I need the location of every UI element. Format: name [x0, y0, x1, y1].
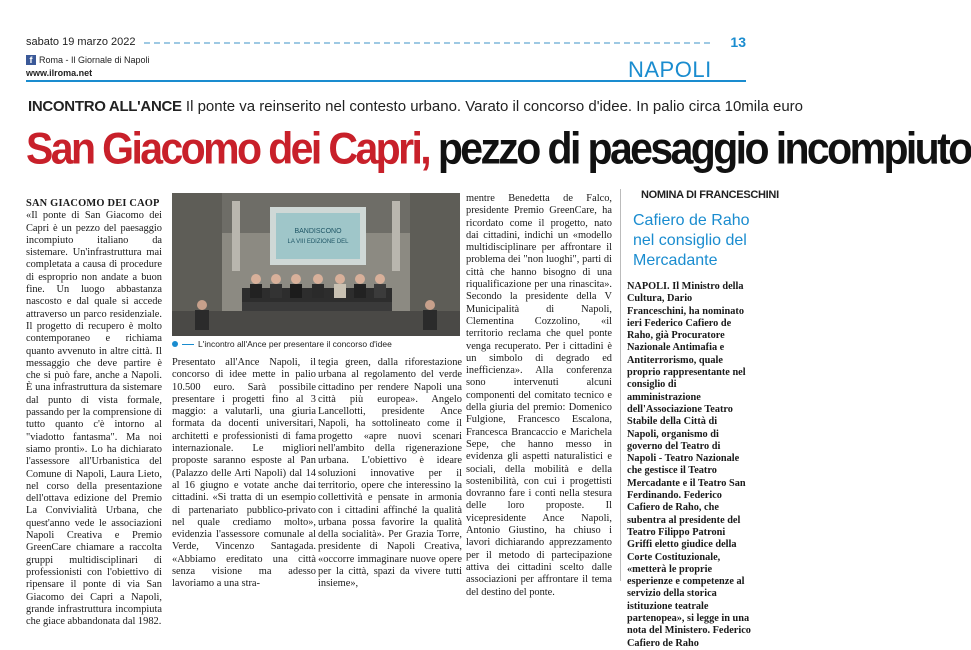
- sidebar-article: [627, 189, 779, 649]
- sidebar-divider: [620, 189, 621, 581]
- kicker-lead: INCONTRO ALL'ANCE: [28, 98, 182, 115]
- page-header-bar: [26, 36, 746, 50]
- issue-date: sabato 19 marzo 2022: [26, 36, 136, 48]
- article-column-4: mentre Benedetta de Falco, presidente Premio GreenCare, ha ricordato come il progetto, nato dai cittadini, indichi un «modello multidisciplinare per affrontare il problema dei "non luoghi", parti di città che hanno bisogno di una riqualificazione per una rinascita». Secondo la presidente della V Municipalità di Napoli, Clementina Cozzolino, «il territorio reclama che quel ponte venga recuperato. Per i cittadini è un simbolo di degrado ed inefficienza». Alla conferenza sono intervenuti alcuni componenti del comitato tecnico e della giuria del premio: Domenico Fulgione, Francesco Escalona, Francesca Brancaccio e Marichela Sepe, che hanno messo in evidenza gli aspetti naturalistici e sociali, della mobilità e della sostenibilità, con cui i progettisti dovranno fare i conti nella stesura delle loro proposte. Il vicepresidente Ance Napoli, Antonio Giustino, ha chiuso i lavori dichiarando apprezzamento per il metodo di partecipazione attiva dei cittadini scelto dalle associazioni per affrontare il tema del destino del ponte.: [466, 193, 612, 598]
- headline-black-part: pezzo di paesaggio incompiuto: [429, 123, 971, 174]
- column-1-text: «Il ponte di San Giacomo dei Capri è un pezzo del paesaggio incompiuto italiano da sistemare. Un'infrastruttura mai completata a causa di procedure di esproprio non andate a buon fine. Un luogo abbastanza nascosto e dal quale si accede attraverso un parco residenziale. Il progetto di recupero è molto contemporaneo e richiama quanto avvenuto in altre città. Il messaggio che deve partire è che si può fare, anche a Napoli. È una infrastruttura da sistemare dal punto di vista formale, passando per la comprensione di tutto quanto c'è intorno al "viadotto fantasma". Ma noi siamo pronti». Lo ha dichiarato l'assessore all'Urbanistica del Comune di Napoli, Laura Lieto, nel corso della presentazione dell'ottava edizione del Premio La Convivialità Urbana, che quest'anno vede le associazioni Napoli Creativa e Premio GreenCare chiamare a raccolta gruppi multidisciplinari di professionisti con l'obiettivo di ripensare il ponte di via San Giacomo dei Capri a Napoli, grande infrastruttura incompiuta che giace abbandonata dal 1982.: [26, 210, 162, 628]
- caption-text: L'incontro all'Ance per presentare il concorso d'idee: [198, 339, 392, 349]
- screen-text-2: LA VIII EDIZIONE DEL: [287, 239, 349, 245]
- headline-red-part: San Giacomo dei Capri,: [26, 123, 430, 174]
- section-title: NAPOLI: [628, 57, 712, 82]
- sidebar-body: NAPOLI. Il Ministro della Cultura, Dario Franceschini, ha nominato ieri Federico Cafiero de Raho, già Procuratore Nazionale Antimafia e Antiterrorismo, quale proprio rappresentante nel consiglio di amministrazione dell'Associazione Teatro Stabile della Città di Napoli, organismo di governo del Teatro di Napoli - Teatro Nazionale che gestisce il Teatro Mercadante e il Teatro San Ferdinando. Federico Cafiero de Raho, che subentra al presidente del Teatro Filippo Patroni Griffi eletto giudice della Corte Costituzionale, «metterà le proprie esperienze e competenze al servizio della storica istituzione teatrale partenopea», si legge in una nota del Ministero. Federico Cafiero de Raho: [627, 281, 751, 649]
- page-number: 13: [730, 34, 746, 50]
- article-kicker: [28, 98, 803, 115]
- section-rule: [26, 80, 746, 82]
- photo-caption: [172, 339, 392, 349]
- article-column-2: Presentato all'Ance Napoli, il concorso di idee mette in palio 10.500 euro. Sarà possibile presentare i progetti fino al 3 maggio: a valutarli, una giuria formata da docenti universitari, architetti e professionisti di fama internazionale. Le migliori proposte saranno esposte al Pan (Palazzo delle Arti Napoli) dal 14 al 16 giugno e votate anche dai cittadini. «Si tratta di un esempio di partenariato pubblico-privato nel quale crediamo molto», evidenzia l'assessore comunale al Verde, Vincenzo Santagada. «Abbiamo ereditato una città senza visione ma adesso lavoriamo a una stra-: [172, 357, 316, 590]
- sidebar-title: Cafiero de Raho nel consiglio del Mercadante: [633, 212, 750, 269]
- caption-rule: [182, 344, 194, 345]
- caption-bullet-icon: [172, 341, 178, 347]
- article-dateline: SAN GIACOMO DEI CAOP: [26, 198, 160, 209]
- source-name: Roma - Il Giornale di Napoli: [39, 55, 150, 65]
- facebook-icon: f: [26, 55, 36, 65]
- source-line: [26, 55, 150, 65]
- website-link[interactable]: www.ilroma.net: [26, 68, 93, 78]
- screen-text-1: BANDISCONO: [294, 228, 342, 235]
- article-column-1: [26, 198, 162, 628]
- article-photo: [172, 193, 460, 336]
- kicker-text: Il ponte va reinserito nel contesto urbano. Varato il concorso d'idee. In palio circa 10mila euro: [181, 98, 804, 115]
- article-column-3: tegia green, dalla riforestazione urbana al regolamento del verde cittadino per rendere Napoli una città più europea». Angelo Lancellotti, presidente Ance Napoli, ha sottolineato come il progetto «apre nuovi scenari nell'ambito della rigenerazione urbana. L'obiettivo è ideare soluzioni innovative per il territorio, opere che interessino la collettività e pensate in armonia con i cittadini affinché la qualità urbana possa favorire la qualità della socialità». Per Grazia Torre, presidente di Napoli Creativa, «occorre immaginare nuove opere per la città, spazi da vivere tutti insieme»,: [318, 357, 462, 590]
- article-headline: [26, 123, 971, 174]
- sidebar-kicker: NOMINA DI FRANCESCHINI: [641, 189, 779, 201]
- header-divider: [144, 42, 710, 44]
